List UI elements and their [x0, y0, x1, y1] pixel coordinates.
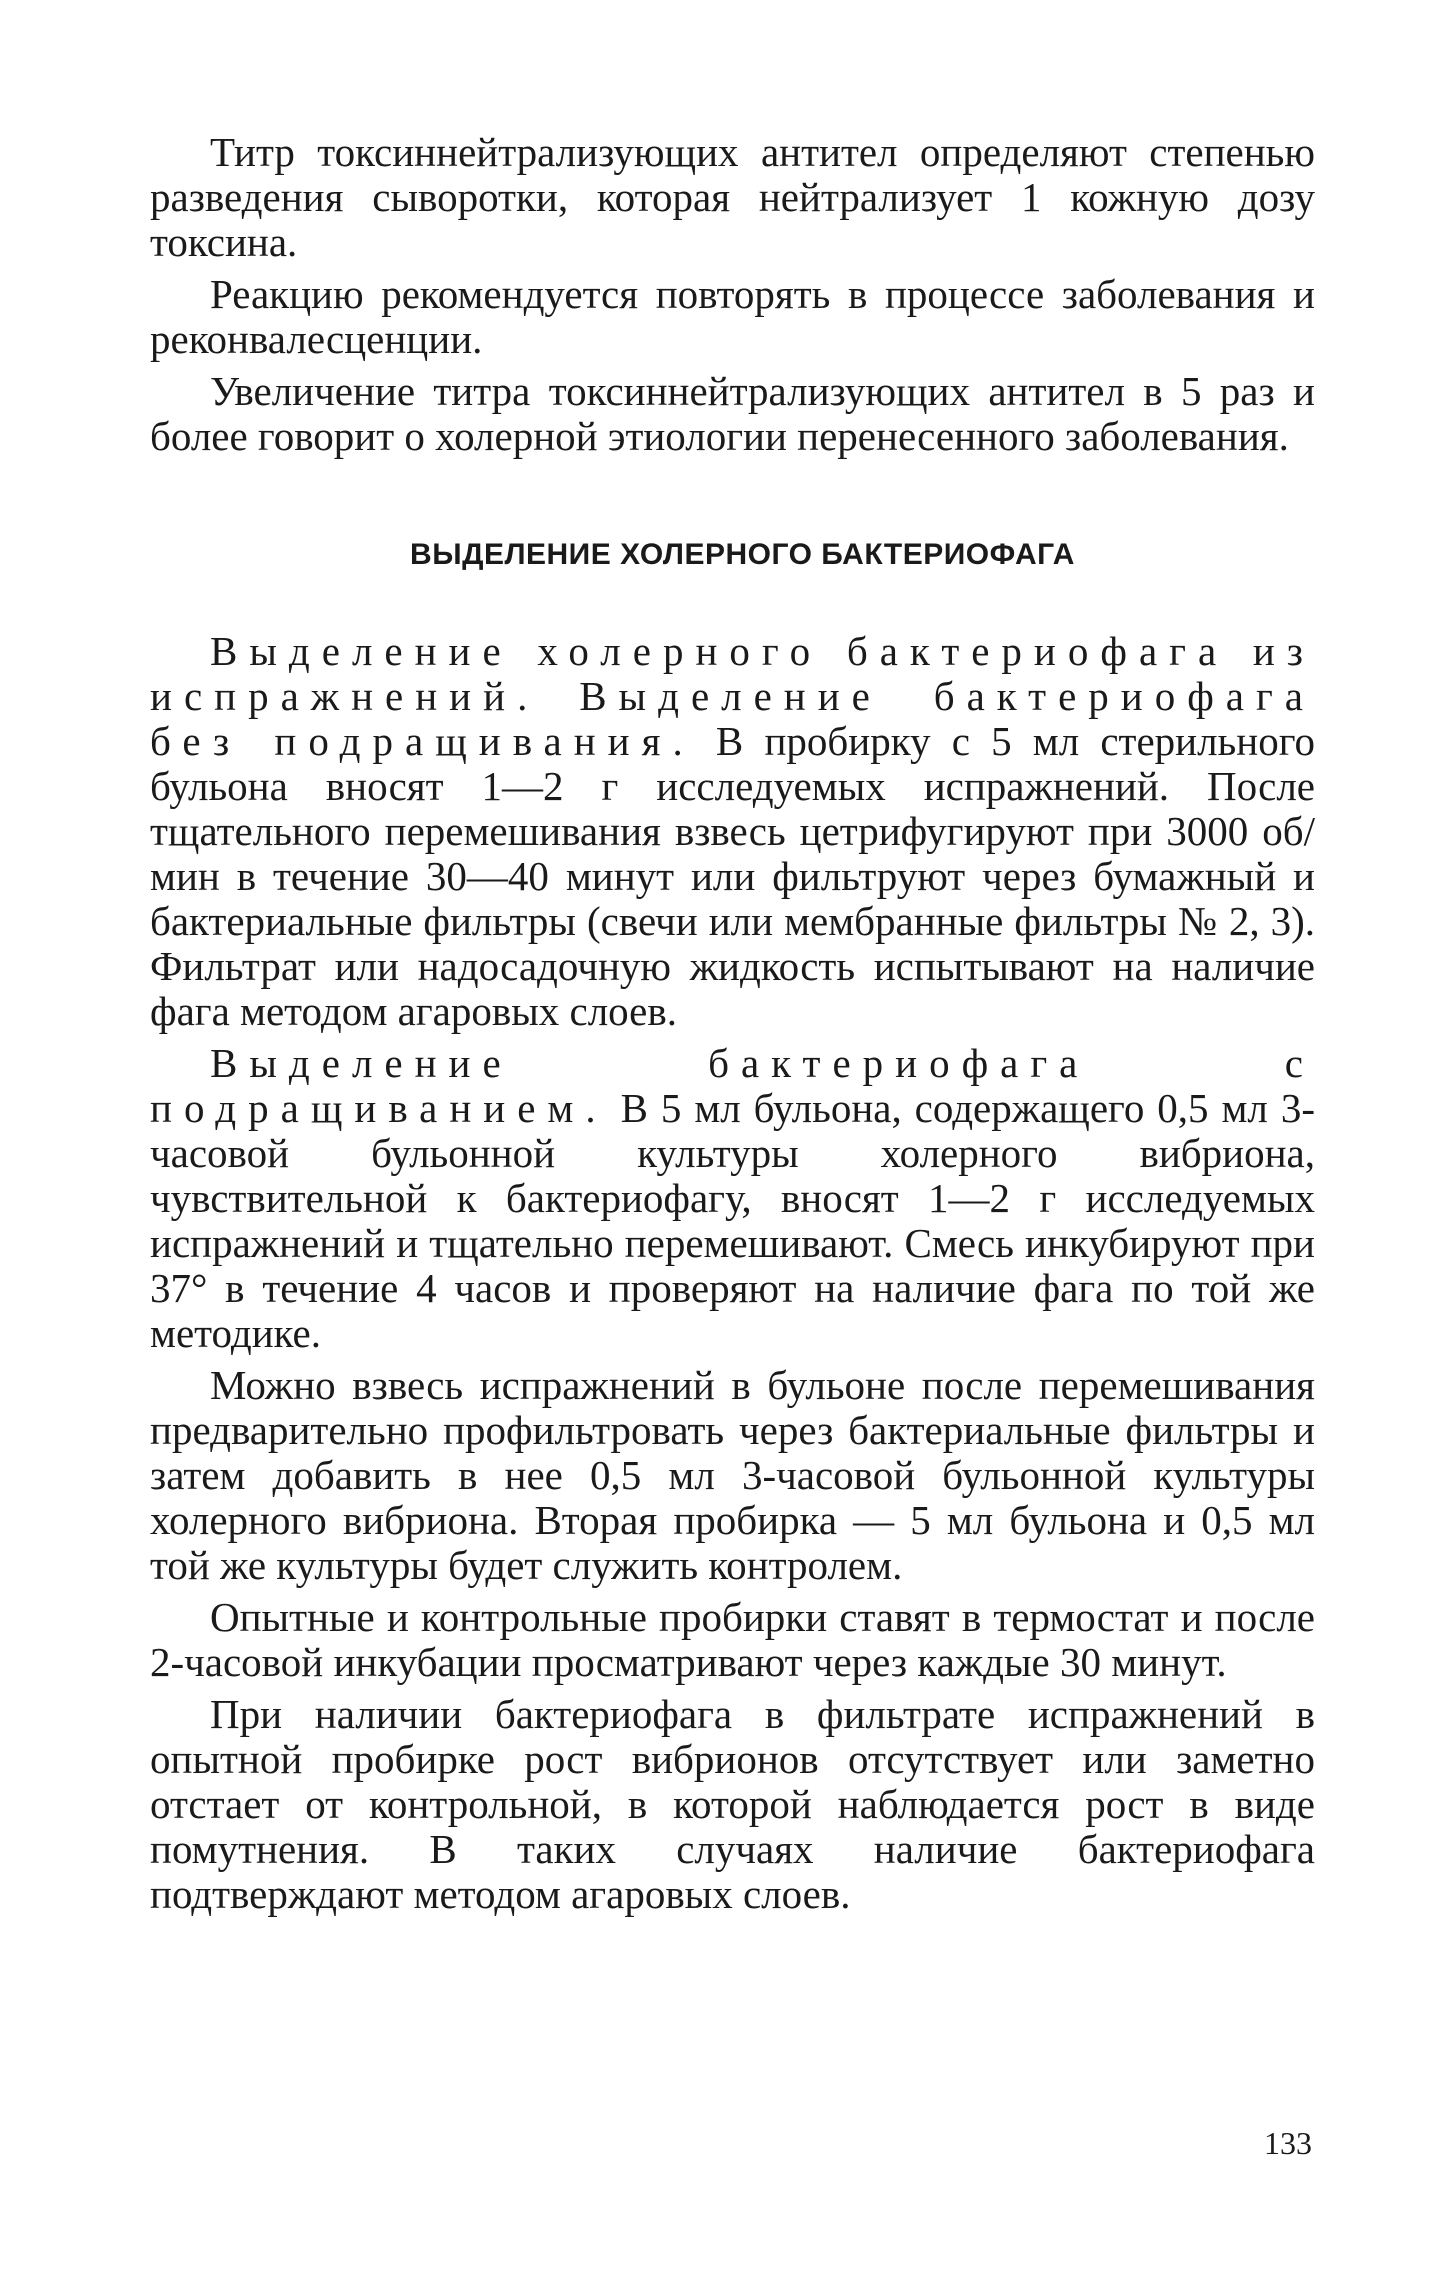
spaced-title: Выделение холерного бактериофага из испражнений.: [150, 628, 1315, 719]
paragraph-result: При наличии бактериофага в фильтрате испражнений в опытной пробирке рост вибрионов отсутствует или заметно отстает от контрольной, в которой наблюдается рост в виде помутнения. В таких случаях наличие бактериофага подтверждают методом агаровых слоев.: [150, 1691, 1315, 1917]
paragraph-text: В пробирку с 5 мл стерильного бульона вносят 1—2 г исследуемых испражнений. После тщательного перемешивания взвесь цетрифугируют при 3000 об/мин в течение 30—40 минут или фильтруют через бумажный и бактериальные фильтры (свечи или мембранные фильтры № 2, 3). Фильтрат или надосадочную жидкость испытывают на наличие фага методом агаровых слоев.: [150, 718, 1315, 1034]
paragraph-thermostat: Опытные и контрольные пробирки ставят в термостат и после 2-часовой инкубации просматривают через каждые 30 минут.: [150, 1594, 1315, 1685]
section-heading: ВЫДЕЛЕНИЕ ХОЛЕРНОГО БАКТЕРИОФАГА: [410, 538, 1075, 571]
paragraph-repeat-reaction: Реакцию рекомендуется повторять в процессе заболевания и реконвалесценции.: [150, 271, 1315, 362]
spaced-subtitle: Выделение бактериофага без подращивания.: [150, 673, 1316, 764]
paragraph-isolation-without-growth: [150, 629, 1315, 1034]
page-number: 133: [1264, 2125, 1312, 2161]
document-page: [150, 130, 1315, 1917]
intro-block: [150, 130, 1315, 459]
spaced-title: Выделение бактериофага с подращиванием.: [150, 1040, 1315, 1131]
paragraph-titer-increase: Увеличение титра токсиннейтрализующих антител в 5 раз и более говорит о холерной этиологии перенесенного заболевания.: [150, 368, 1315, 459]
paragraph-filtration: Можно взвесь испражнений в бульоне после перемешивания предварительно профильтровать через бактериальные фильтры и затем добавить в нее 0,5 мл 3-часовой бульонной культуры холерного вибриона. Вторая пробирка — 5 мл бульона и 0,5 мл той же культуры будет служить контролем.: [150, 1362, 1315, 1588]
paragraph-titer: Титр токсиннейтрализующих антител определяют степенью разведения сыворотки, которая нейтрализует 1 кожную дозу токсина.: [150, 129, 1315, 265]
section-body: [150, 629, 1315, 1917]
paragraph-text: В 5 мл бульона, содержащего 0,5 мл 3-часовой бульонной культуры холерного вибриона, чувствительной к бактериофагу, вносят 1—2 г исследуемых испражнений и тщательно перемешивают. Смесь инкубируют при 37° в течение 4 часов и проверяют на наличие фага по той же методике.: [150, 1085, 1315, 1356]
paragraph-isolation-with-growth: [150, 1041, 1315, 1356]
